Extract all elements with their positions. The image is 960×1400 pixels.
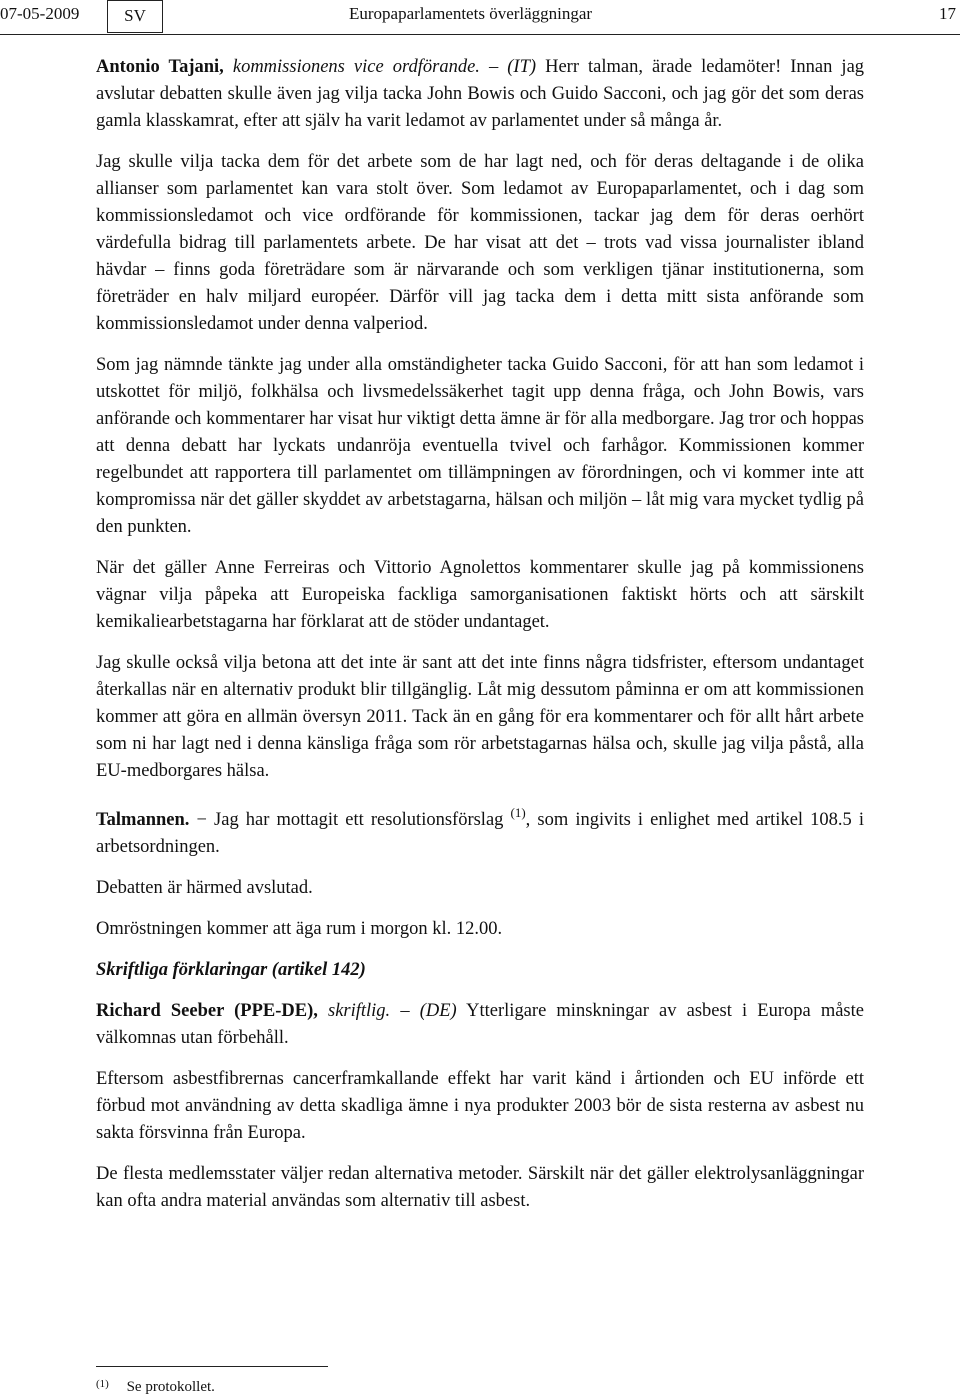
paragraph-text: Ytterligare minskningar av asbest i Europa måste välkomnas utan förbehåll.	[96, 1001, 864, 1048]
document-body	[96, 54, 864, 1229]
paragraph: Eftersom asbestfibrernas cancerframkallande effekt har varit känd i årtionden och EU införde ett förbud mot användning av detta skadliga ämne i nya produkter 2003 bör de sista resterna av asbest nu sakta försvinna från Europa.	[96, 1069, 864, 1143]
dash: –	[488, 57, 499, 77]
footnote-text: Se protokollet.	[126, 1379, 215, 1395]
language-tag: (IT)	[507, 57, 537, 77]
paragraph	[96, 54, 864, 135]
page-header	[0, 0, 960, 35]
paragraph: Omröstningen kommer att äga rum i morgon kl. 12.00.	[96, 919, 503, 939]
speaker-name: Richard Seeber (PPE-DE),	[96, 1001, 318, 1021]
language-badge: SV	[107, 0, 163, 33]
paragraph: Som jag nämnde tänkte jag under alla omständigheter tacka Guido Sacconi, för att han som ledamot i utskottet för miljö, folkhälsa och livsmedelssäkerhet tagit upp denna fråga, och John Bowis, vars anförande och kommentarer har visat hur viktigt detta ämne är för alla medborgare. Jag tror och hoppas att denna debatt har lyckats undanröja eventuella tvivel och farhågor. Kommissionen kommer regelbundet att rapportera till parlamentet om tillämpningen av förordningen, och vi kommer inte att kompromissa när det gäller skyddet av arbetstagarna, hälsan och miljön – låt mig vara mycket tydlig på den punkten.	[96, 355, 864, 537]
header-date: 07-05-2009	[0, 4, 80, 23]
footnote-reference[interactable]: (1)	[510, 805, 526, 820]
language-tag: (DE)	[419, 1001, 457, 1021]
paragraph: Jag skulle vilja tacka dem för det arbete som de har lagt ned, och för deras deltagande i de olika allianser som parlamentet kan vara stolt över. Som ledamot av Europaparlamentet, och i dag som kommissionsledamot och vice ordförande för kommissionen, tackar jag dem för deras oerhört värdefulla bidrag till parlamentets arbete. De har visat att det – trots vad vissa journalister ibland hävdar – finns goda företrädare som är närvarande och som verkligen tjänar institutionerna, som företräder en halv miljard européer. Därför vill jag tacka dem i detta mitt sista anförande som kommissionsledamot under denna valperiod.	[96, 152, 864, 334]
footnote-number: (1)	[96, 1378, 109, 1390]
dash: –	[400, 1001, 410, 1021]
paragraph: Jag skulle också vilja betona att det inte är sant att det inte finns några tidsfrister, eftersom undantaget återkallas när en alternativ produkt blir tillgänglig. Låt mig dessutom påminna er om att kommissionen kommer att göra en allmän översyn 2011. Tack än en gång för era kommentarer och för allt hårt arbete som ni har lagt ned i denna känsliga fråga som rör arbetstagarnas hälsa och, skulle jag vilja påstå, alla EU-medborgares hälsa.	[96, 653, 864, 781]
paragraph: De flesta medlemsstater väljer redan alternativa metoder. Särskilt när det gäller elektrolysanläggningar kan ofta andra material användas som alternativ till asbest.	[96, 1164, 864, 1211]
speaker-name: Antonio Tajani,	[96, 57, 224, 77]
paragraph-text: Jag har mottagit ett resolutionsförslag	[214, 810, 504, 830]
header-title: Europaparlamentets överläggningar	[349, 4, 593, 23]
section-heading: Skriftliga förklaringar (artikel 142)	[96, 960, 366, 980]
speaker-role: skriftlig.	[328, 1001, 391, 1021]
page-number: 17	[939, 4, 956, 23]
paragraph	[96, 998, 864, 1052]
paragraph	[96, 799, 864, 861]
footnote	[96, 1378, 215, 1396]
speaker-role: kommissionens vice ordförande.	[232, 57, 480, 77]
paragraph-text: , som ingivits i enlighet med artikel 108.5 i arbetsordningen.	[96, 810, 864, 857]
paragraph: När det gäller Anne Ferreiras och Vittorio Agnolettos kommentarer skulle jag på kommissionens vägnar vilja påpeka att Europeiska fackliga samorganisationen faktiskt hörts och att särskilt kemikaliearbetstagarna har förklarat att de stöder undantaget.	[96, 558, 864, 632]
dash: −	[196, 810, 207, 830]
footnote-divider	[96, 1366, 328, 1367]
speaker-name: Talmannen.	[96, 810, 190, 830]
paragraph-text: Herr talman, ärade ledamöter! Innan jag avslutar debatten skulle även jag vilja tacka John Bowis och Guido Sacconi, och jag gör det som deras gamla klasskamrat, efter att själv ha varit ledamot av parlamentet under så många år.	[96, 57, 865, 131]
paragraph: Debatten är härmed avslutad.	[96, 878, 313, 898]
